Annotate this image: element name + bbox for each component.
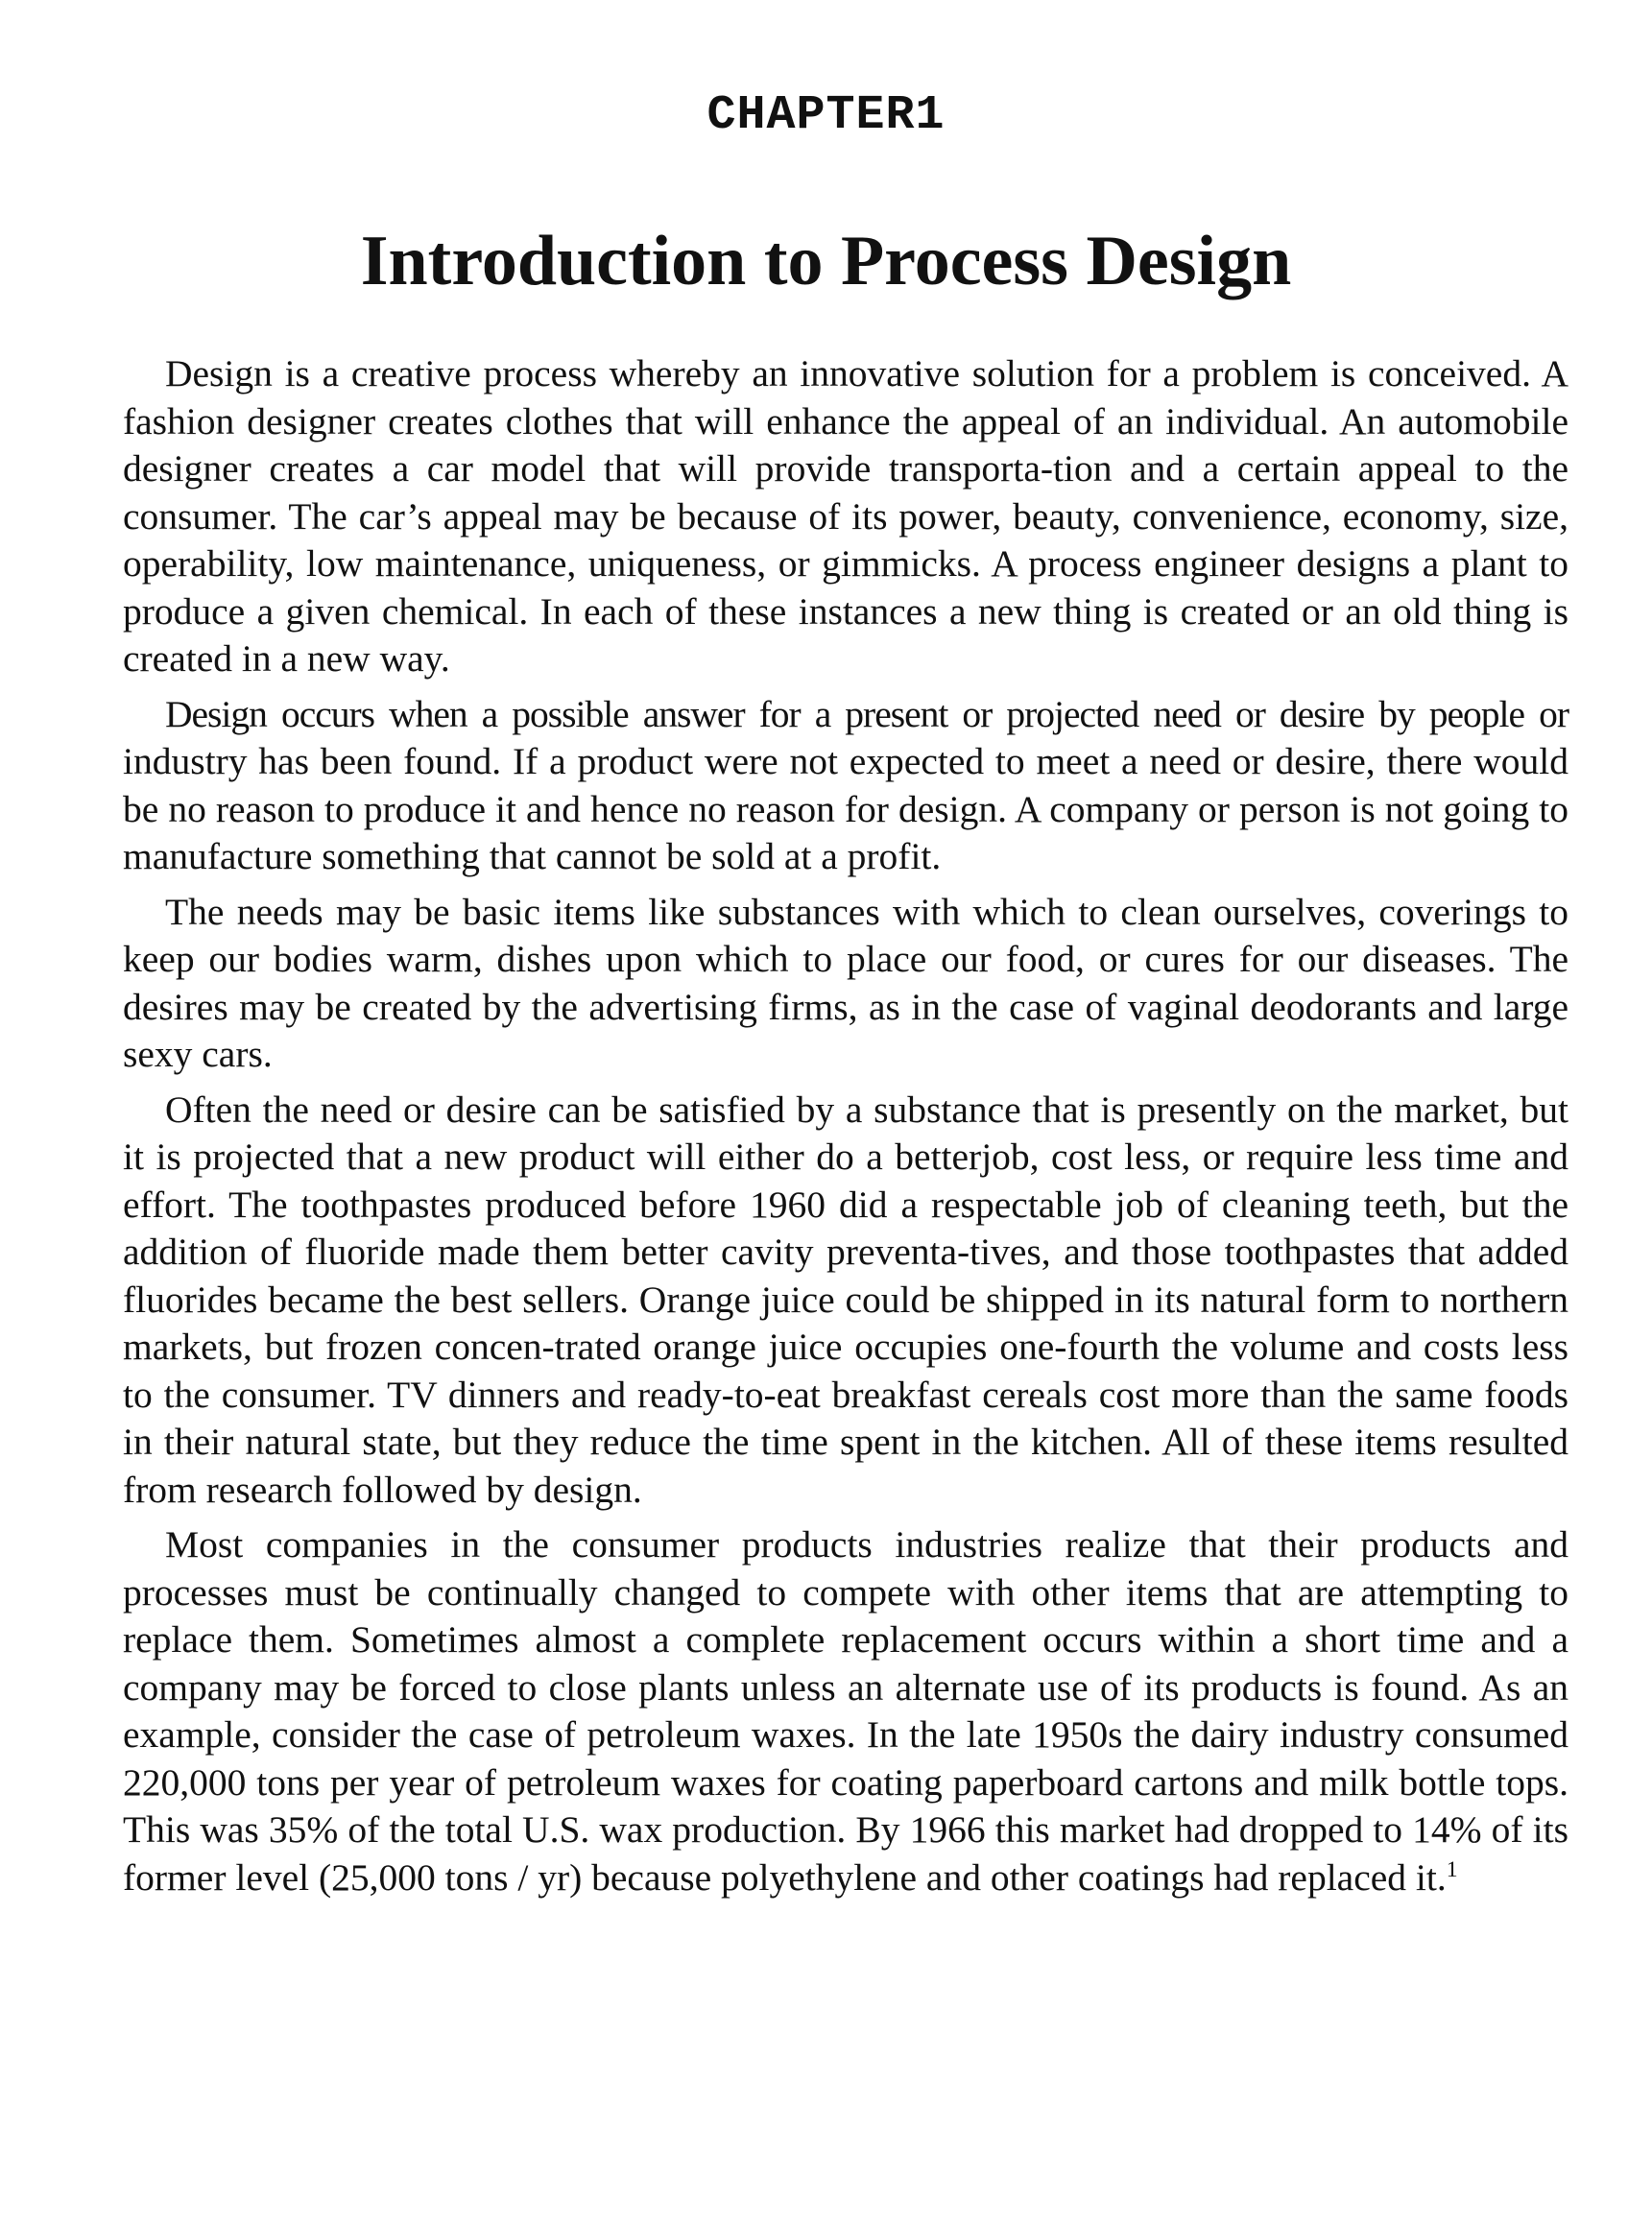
paragraph-need-or-desire: Often the need or desire can be satisfied by a substance that is presently on the market, but it is projected that a new product will either do a betterjob, cost less, or require less time and effort. The toothpastes produced before 1960 did a respectable job of cleaning teeth, but the addition of fluoride made them better cavity preventa-tives, and those toothpastes that added fluorides became the best sellers. Orange juice could be shipped in its natural form to northern markets, but frozen concen-trated orange juice occupies one-fourth the volume and costs less to the consumer. TV dinners and ready-to-eat breakfast cereals cost more than the same foods in their natural state, but they reduce the time spent in the kitchen. All of these items resulted from research followed by design.: [123, 1088, 1568, 1511]
paragraph-design-occurs: Design occurs when a possible answer for a present or projected need or desire by people or industry has been found. If a product were not expected to meet a need or desire, there would be no reason to produce it and hence no reason for design. A company or person is not going to manufacture something that cannot be sold at a profit.: [123, 692, 1568, 877]
paragraph-consumer-products-text: Most companies in the consumer products industries realize that their products and processes must be continually changed to compete with other items that are attempting to replace them. Sometimes almost a complete replacement occurs within a short time and a company may be forced to close plants unless an alternate use of its products is found. As an example, consider the case of petroleum waxes. In the late 1950s the dairy industry consumed 220,000 tons per year of petroleum waxes for coating paperboard cartons and milk bottle tops. This was 35% of the total U.S. wax production. By 1966 this market had dropped to 14% of its former level (25,000 tons / yr) because polyethylene and other coatings had replaced it.: [123, 1523, 1568, 1899]
footnote-reference: 1: [1446, 1856, 1458, 1882]
body-text: [123, 350, 1568, 1909]
chapter-label: CHAPTER1: [706, 88, 946, 143]
chapter-title: Introduction to Process Design: [360, 222, 1292, 300]
paragraph-design-definition: Design is a creative process whereby an innovative solution for a problem is conceived. A fashion designer creates clothes that will enhance the appeal of an individual. An automobile designer creates a car model that will provide transporta-tion and a certain appeal to the consumer. The car’s appeal may be because of its power, beauty, convenience, economy, size, operability, low maintenance, uniqueness, or gimmicks. A process engineer designs a plant to produce a given chemical. In each of these instances a new thing is created or an old thing is created in a new way.: [123, 352, 1568, 680]
paragraph-needs: The needs may be basic items like substances with which to clean ourselves, coverings to keep our bodies warm, dishes upon which to place our food, or cures for our diseases. The desires may be created by the advertising firms, as in the case of vaginal deodorants and large sexy cars.: [123, 890, 1568, 1075]
paragraph-consumer-products: [123, 1521, 1568, 1901]
